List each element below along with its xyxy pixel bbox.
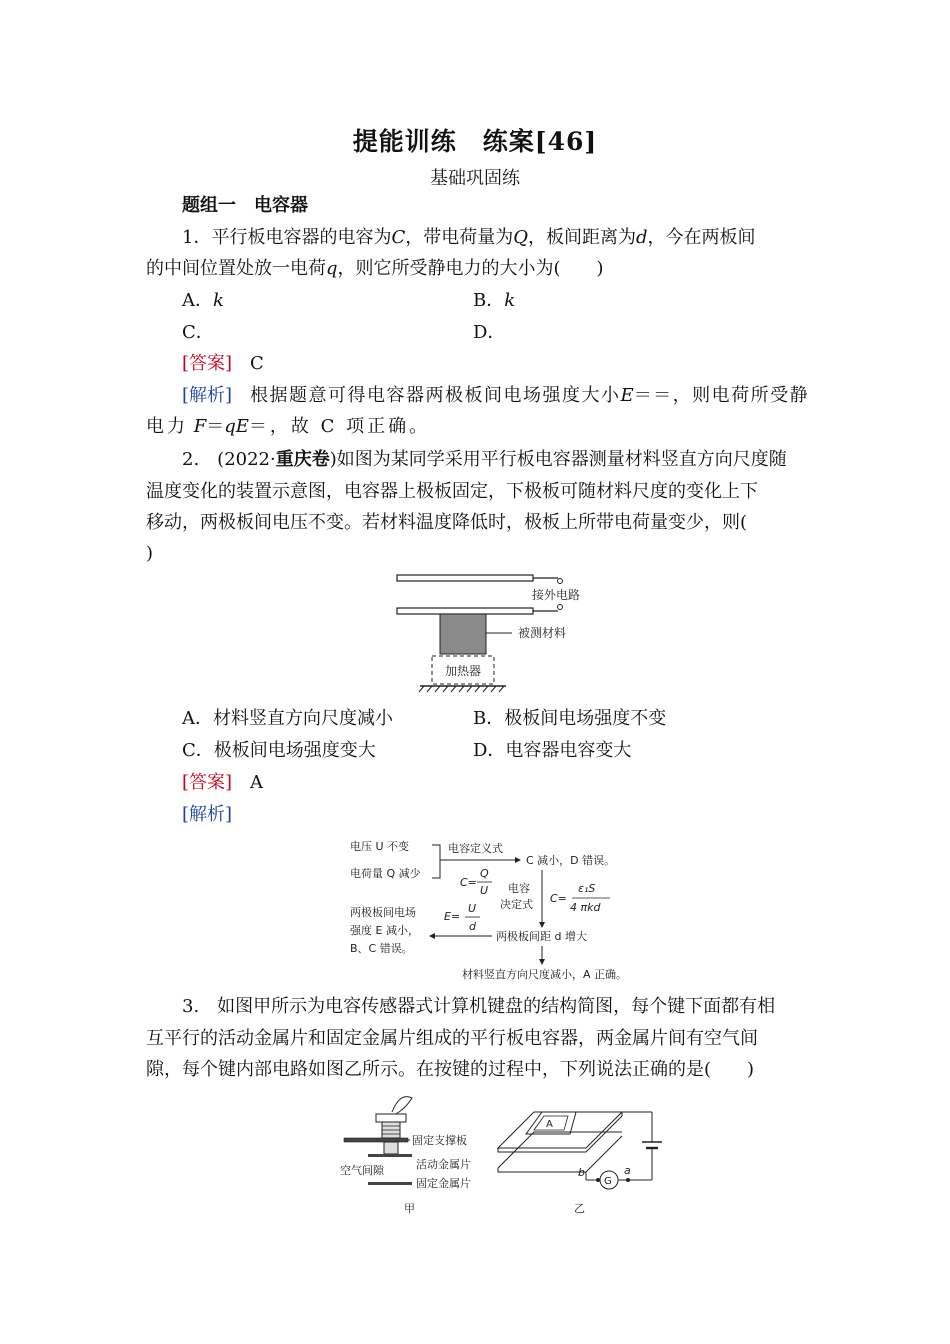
flow-four-pi-kd: 4 πkd — [570, 901, 601, 914]
flow-frac-q: Q — [480, 867, 489, 880]
group-heading: 题组一 电容器 — [182, 195, 308, 216]
q1-var-q: Q — [513, 227, 528, 248]
q2-option-a[interactable]: A．材料竖直方向尺度减小 — [182, 708, 393, 729]
answer-tag: [答案] — [182, 772, 233, 793]
label-g: G — [604, 1176, 612, 1187]
label-fixed: 固定金属片 — [416, 1177, 471, 1190]
q1-option-d[interactable]: D． — [473, 322, 506, 343]
flow-c2-eq: C= — [550, 892, 567, 905]
upper-plate — [397, 575, 533, 581]
q1-analysis-line-2 — [146, 415, 430, 439]
flow-frac-u: U — [480, 884, 489, 897]
lower-plate — [397, 608, 533, 614]
option-label: B． — [473, 290, 505, 311]
q1-answer — [182, 352, 264, 376]
flow-frac-d: d — [469, 920, 476, 933]
label-a: a — [624, 1164, 631, 1177]
bottom-plate — [498, 1168, 586, 1172]
q2-line-1 — [182, 448, 787, 472]
q1-text: 的中间位置处放一电荷 — [146, 258, 326, 279]
flow-field-1: 两极板间电场 — [350, 906, 416, 919]
analysis-var: qE — [224, 416, 249, 437]
capacitor-heater-diagram — [390, 570, 590, 695]
q1-option-b[interactable] — [473, 289, 515, 313]
flow-q-dec: 电荷量 Q 减少 — [350, 867, 421, 880]
flow-field-2: 强度 E 减小， — [350, 924, 419, 937]
label-gap: 空气间隙 — [340, 1164, 384, 1177]
q2-answer — [182, 771, 263, 795]
analysis-var: E — [620, 385, 634, 406]
fixed-plate — [368, 1182, 412, 1185]
analysis-text: 电力 — [146, 416, 188, 437]
support-plate — [344, 1138, 408, 1142]
flow-frac-u2: U — [468, 902, 477, 915]
page-subtitle: 基础巩固练 — [430, 168, 520, 189]
flow-def-formula: 电容定义式 — [448, 842, 503, 855]
flow-c-dec: C 减小，D 错误。 — [526, 854, 616, 867]
q2-line-2: 温度变化的装置示意图，电容器上极板固定，下极板可随材料尺度的变化上下 — [146, 481, 758, 502]
label-material: 被测材料 — [518, 626, 567, 640]
q2-option-c[interactable]: C．极板间电场强度变大 — [182, 740, 376, 761]
flow-eps-s: ε₁S — [578, 882, 596, 895]
q2-text: )如图为某同学采用平行板电容器测量材料竖直方向尺度随 — [329, 449, 787, 470]
analysis-tag: [解析] — [182, 385, 233, 406]
q1-text: 1．平行板电容器的电容为 — [182, 227, 392, 248]
label-jia: 甲 — [404, 1202, 415, 1215]
flow-field-3: B、C 错误。 — [350, 942, 413, 955]
option-label: A． — [182, 290, 213, 311]
q2-option-d[interactable]: D．电容器电容变大 — [473, 740, 632, 761]
q1-var-c: C — [391, 227, 406, 248]
moving-plate — [368, 1154, 412, 1157]
q1-text: ，带电荷量为 — [405, 227, 514, 248]
analysis-text: 根据题意可得电容器两极板间电场强度大小 — [250, 385, 621, 406]
key-cap — [376, 1114, 406, 1122]
ground-hatch — [419, 686, 504, 692]
flow-u-const: 电压 U 不变 — [350, 840, 410, 853]
analysis-text: ＝，故 C 项正确。 — [248, 416, 431, 437]
q1-line-2 — [146, 257, 604, 281]
analysis-text: ＝ — [206, 416, 225, 437]
option-value: k — [504, 290, 516, 311]
flow-d-inc: 两极板间距 d 增大 — [496, 930, 587, 943]
answer-tag: [答案] — [182, 353, 233, 374]
q1-line-1 — [182, 226, 756, 250]
q2-line-4: ) — [146, 543, 154, 564]
q1-text: ，板间距离为 — [528, 227, 636, 248]
q1-text: ，今在两板间 — [647, 227, 756, 248]
q1-option-c[interactable]: C． — [182, 322, 214, 343]
label-circuit: 接外电路 — [532, 588, 581, 602]
label-moving: 活动金属片 — [416, 1158, 471, 1171]
q2-line-3: 移动，两极板间电压不变。若材料温度降低时，极板上所带电荷量变少，则( — [146, 512, 748, 533]
answer-value: A — [250, 772, 264, 793]
q1-var-d: d — [636, 227, 648, 248]
terminal-icon — [558, 579, 563, 584]
q3-line-1: 3. 如图甲所示为电容传感器式计算机键盘的结构简图，每个键下面都有相 — [182, 996, 776, 1017]
q2-source: 重庆卷 — [275, 449, 330, 470]
label-key-a: A — [546, 1119, 553, 1130]
label-yi: 乙 — [574, 1202, 585, 1215]
q1-option-a[interactable] — [182, 289, 224, 313]
analysis-var: F — [193, 416, 207, 437]
label-b: b — [578, 1166, 585, 1179]
answer-value: C — [250, 353, 264, 374]
q2-option-b[interactable]: B．极板间电场强度不变 — [473, 708, 667, 729]
flow-c-eq: C= — [460, 876, 477, 889]
flow-det-1: 电容 — [508, 882, 530, 895]
page-title: 提能训练 练案[46] — [352, 127, 598, 156]
analysis-text: ＝＝，则电荷所受静 — [633, 385, 810, 406]
q2-text: 2. (2022· — [182, 449, 276, 470]
material-block — [440, 614, 486, 654]
label-heater: 加热器 — [445, 664, 482, 678]
q3-line-3: 隙，每个键内部电路如图乙所示。在按键的过程中，下列说法正确的是( ) — [146, 1059, 755, 1080]
flow-e-eq: E= — [444, 910, 461, 923]
analysis-flow-diagram — [340, 832, 660, 982]
label-support: 固定支撑板 — [412, 1134, 467, 1147]
flow-det-2: 决定式 — [500, 898, 533, 911]
terminal-icon — [558, 605, 563, 610]
keyboard-capacitor-diagram — [330, 1090, 670, 1220]
q1-text: ，则它所受静电力的大小为( ) — [337, 258, 604, 279]
option-value: k — [213, 290, 224, 311]
flow-result: 材料竖直方向尺度减小，A 正确。 — [462, 968, 628, 981]
q1-var-charge: q — [326, 258, 338, 279]
q3-line-2: 互平行的活动金属片和固定金属片组成的平行板电容器，两金属片间有空气间 — [146, 1028, 758, 1049]
finger-icon — [392, 1097, 412, 1114]
q1-analysis-line-1 — [182, 384, 809, 408]
q2-analysis-tag: [解析] — [182, 804, 233, 825]
